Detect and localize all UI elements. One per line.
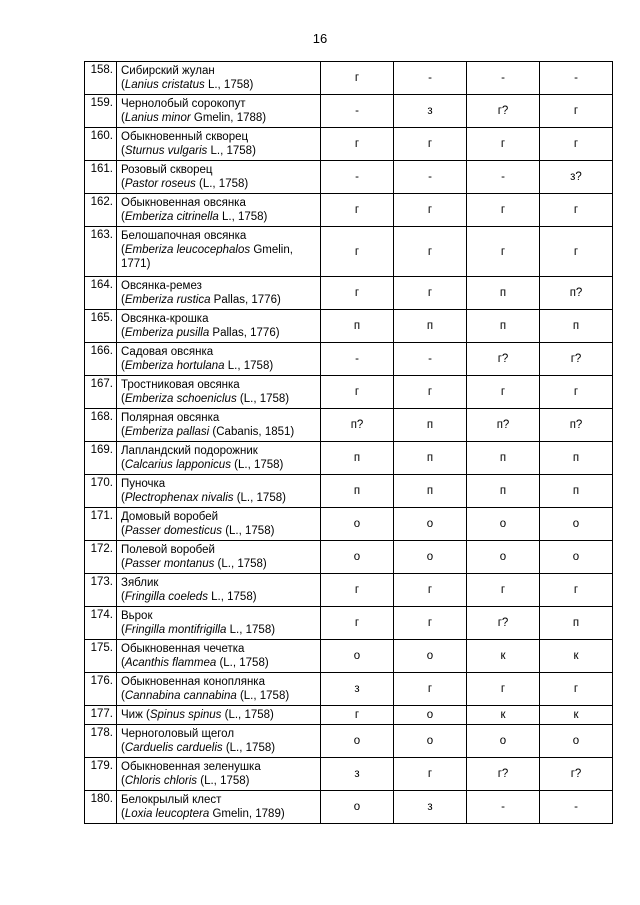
russian-name: Обыкновенная овсянка xyxy=(121,197,246,209)
row-number: 176. xyxy=(85,673,117,706)
row-number: 167. xyxy=(85,376,117,409)
row-number: 168. xyxy=(85,409,117,442)
russian-name: Белошапочная овсянка xyxy=(121,230,247,242)
species-name: Овсянка-ремез (Emberiza rustica Pallas, 1776) xyxy=(117,277,321,310)
row-number: 170. xyxy=(85,475,117,508)
table-row xyxy=(85,607,613,640)
status-cell-3: г? xyxy=(467,758,540,791)
status-cell-2: г xyxy=(394,673,467,706)
status-cell-4: г xyxy=(540,673,613,706)
status-cell-4: п xyxy=(540,607,613,640)
authority: Gmelin, 1788) xyxy=(190,112,267,124)
status-cell-3: о xyxy=(467,541,540,574)
status-cell-3: г xyxy=(467,194,540,227)
authority: Gmelin, 1789) xyxy=(209,808,285,820)
species-name: Обыкновенный скворец (Sturnus vulgaris L., 1758) xyxy=(117,128,321,161)
russian-name: Пуночка xyxy=(121,478,166,490)
species-name: Домовый воробей (Passer domesticus (L., 1758) xyxy=(117,508,321,541)
row-number: 164. xyxy=(85,277,117,310)
authority: (L., 1758) xyxy=(222,742,276,754)
status-cell-2: п xyxy=(394,310,467,343)
authority: (L., 1758) xyxy=(236,393,290,405)
table-row xyxy=(85,442,613,475)
status-cell-3: п? xyxy=(467,409,540,442)
status-cell-3: г xyxy=(467,227,540,277)
species-name: Чернолобый сорокопут (Lanius minor Gmelin, 1788) xyxy=(117,95,321,128)
russian-name: Полевой воробей xyxy=(121,544,215,556)
species-name: Розовый скворец (Pastor roseus (L., 1758) xyxy=(117,161,321,194)
russian-name: Розовый скворец xyxy=(121,164,213,176)
row-number: 166. xyxy=(85,343,117,376)
status-cell-3: п xyxy=(467,442,540,475)
species-name: Лапландский подорожник (Calcarius lapponicus (L., 1758) xyxy=(117,442,321,475)
status-cell-1: г xyxy=(321,376,394,409)
russian-name: Тростниковая овсянка xyxy=(121,379,240,391)
latin-name: Chloris chloris xyxy=(124,775,198,787)
status-cell-4: п? xyxy=(540,277,613,310)
status-cell-2: - xyxy=(394,62,467,95)
table-row xyxy=(85,227,613,277)
row-number: 178. xyxy=(85,725,117,758)
russian-name: Обыкновенная зеленушка xyxy=(121,761,261,773)
species-name: Обыкновенная коноплянка (Cannabina cannabina (L., 1758) xyxy=(117,673,321,706)
species-table xyxy=(84,61,613,824)
russian-name: Садовая овсянка xyxy=(121,346,214,358)
status-cell-3: г xyxy=(467,574,540,607)
page-number: 16 xyxy=(312,31,328,46)
status-cell-4: г xyxy=(540,95,613,128)
status-cell-2: п xyxy=(394,475,467,508)
authority: L., 1758) xyxy=(224,360,274,372)
status-cell-1: о xyxy=(321,640,394,673)
authority: L., 1758) xyxy=(218,211,268,223)
status-cell-1: п xyxy=(321,475,394,508)
latin-name: Calcarius lapponicus xyxy=(124,459,231,471)
status-cell-1: п? xyxy=(321,409,394,442)
status-cell-3: о xyxy=(467,725,540,758)
status-cell-1: - xyxy=(321,95,394,128)
status-cell-1: г xyxy=(321,706,394,725)
row-number: 177. xyxy=(85,706,117,725)
species-name: Полевой воробей (Passer montanus (L., 1758) xyxy=(117,541,321,574)
status-cell-1: - xyxy=(321,161,394,194)
status-cell-1: г xyxy=(321,607,394,640)
latin-name: Loxia leucoptera xyxy=(124,808,210,820)
row-number: 160. xyxy=(85,128,117,161)
latin-name: Cannabina cannabina xyxy=(124,690,237,702)
row-number: 172. xyxy=(85,541,117,574)
russian-name: Овсянка-ремез xyxy=(121,280,202,292)
row-number: 159. xyxy=(85,95,117,128)
status-cell-3: о xyxy=(467,508,540,541)
status-cell-4: - xyxy=(540,791,613,824)
species-name: Черноголовый щегол (Carduelis carduelis (L., 1758) xyxy=(117,725,321,758)
latin-name: Emberiza citrinella xyxy=(124,211,219,223)
status-cell-4: п xyxy=(540,475,613,508)
status-cell-2: о xyxy=(394,706,467,725)
table-row xyxy=(85,706,613,725)
russian-name: Белокрылый клест xyxy=(121,794,222,806)
status-cell-1: п xyxy=(321,442,394,475)
species-name: Обыкновенная овсянка (Emberiza citrinella L., 1758) xyxy=(117,194,321,227)
status-cell-2: о xyxy=(394,508,467,541)
russian-name: Обыкновенная коноплянка xyxy=(121,676,265,688)
latin-name: Sturnus vulgaris xyxy=(124,145,208,157)
status-cell-4: о xyxy=(540,508,613,541)
row-number: 174. xyxy=(85,607,117,640)
status-cell-3: к xyxy=(467,640,540,673)
latin-name: Spinus spinus xyxy=(149,709,222,721)
table-row xyxy=(85,640,613,673)
table-row xyxy=(85,343,613,376)
status-cell-1: п xyxy=(321,310,394,343)
status-cell-3: к xyxy=(467,706,540,725)
status-cell-4: г xyxy=(540,227,613,277)
status-cell-3: - xyxy=(467,161,540,194)
table-row xyxy=(85,574,613,607)
table-row xyxy=(85,475,613,508)
table-row xyxy=(85,62,613,95)
status-cell-3: п xyxy=(467,310,540,343)
table-row xyxy=(85,541,613,574)
latin-name: Pastor roseus xyxy=(124,178,196,190)
status-cell-3: - xyxy=(467,62,540,95)
species-name: Садовая овсянка (Emberiza hortulana L., 1758) xyxy=(117,343,321,376)
russian-name: Обыкновенная чечетка xyxy=(121,643,245,655)
authority: (L., 1758) xyxy=(221,709,274,721)
status-cell-2: г xyxy=(394,376,467,409)
status-cell-1: г xyxy=(321,62,394,95)
latin-name: Fringilla montifrigilla xyxy=(124,624,227,636)
status-cell-2: - xyxy=(394,161,467,194)
authority: (L., 1758) xyxy=(197,775,250,787)
russian-name: Зяблик xyxy=(121,577,159,589)
table-row xyxy=(85,725,613,758)
latin-name: Passer domesticus xyxy=(124,525,222,537)
status-cell-2: з xyxy=(394,791,467,824)
authority: L., 1758) xyxy=(207,591,257,603)
status-cell-2: о xyxy=(394,640,467,673)
russian-name: Чиж xyxy=(121,709,143,721)
latin-name: Emberiza pallasi xyxy=(124,426,210,438)
russian-name: Полярная овсянка xyxy=(121,412,220,424)
authority: (L., 1758) xyxy=(233,492,286,504)
status-cell-2: з xyxy=(394,95,467,128)
status-cell-4: г xyxy=(540,574,613,607)
russian-name: Чернолобый сорокопут xyxy=(121,98,246,110)
status-cell-4: п xyxy=(540,310,613,343)
russian-name: Черноголовый щегол xyxy=(121,728,235,740)
russian-name: Домовый воробей xyxy=(121,511,219,523)
authority: L., 1758) xyxy=(204,79,254,91)
authority: (L., 1758) xyxy=(214,558,267,570)
status-cell-3: г? xyxy=(467,95,540,128)
authority: Gmelin, 1771) xyxy=(121,244,293,270)
authority: Pallas, 1776) xyxy=(209,327,280,339)
species-name: Зяблик (Fringilla coeleds L., 1758) xyxy=(117,574,321,607)
authority: Pallas, 1776) xyxy=(210,294,281,306)
status-cell-2: г xyxy=(394,758,467,791)
table-row xyxy=(85,161,613,194)
table-row xyxy=(85,194,613,227)
status-cell-4: - xyxy=(540,62,613,95)
species-name: Пуночка (Plectrophenax nivalis (L., 1758) xyxy=(117,475,321,508)
status-cell-1: о xyxy=(321,508,394,541)
species-name: Овсянка-крошка (Emberiza pusilla Pallas, 1776) xyxy=(117,310,321,343)
latin-name: Lanius minor xyxy=(124,112,191,124)
status-cell-4: о xyxy=(540,725,613,758)
status-cell-1: о xyxy=(321,791,394,824)
latin-name: Carduelis carduelis xyxy=(124,742,223,754)
authority: (L., 1758) xyxy=(195,178,249,190)
species-name: Вьрок (Fringilla montifrigilla L., 1758) xyxy=(117,607,321,640)
latin-name: Acanthis flammea xyxy=(124,657,217,669)
species-name: Тростниковая овсянка (Emberiza schoeniclus (L., 1758) xyxy=(117,376,321,409)
status-cell-2: г xyxy=(394,607,467,640)
table-row xyxy=(85,409,613,442)
table-row xyxy=(85,95,613,128)
row-number: 163. xyxy=(85,227,117,277)
table-row xyxy=(85,758,613,791)
status-cell-3: г xyxy=(467,128,540,161)
status-cell-3: п xyxy=(467,475,540,508)
species-name: Сибирский жулан (Lanius cristatus L., 1758) xyxy=(117,62,321,95)
russian-name: Лапландский подорожник xyxy=(121,445,258,457)
latin-name: Lanius cristatus xyxy=(124,79,205,91)
status-cell-1: о xyxy=(321,725,394,758)
species-name: Белошапочная овсянка (Emberiza leucocephalos Gmelin, 1771) xyxy=(117,227,321,277)
status-cell-4: п? xyxy=(540,409,613,442)
latin-name: Emberiza schoeniclus xyxy=(124,393,237,405)
russian-name: Обыкновенный скворец xyxy=(121,131,249,143)
russian-name: Сибирский жулан xyxy=(121,65,215,77)
status-cell-2: г xyxy=(394,194,467,227)
status-cell-2: о xyxy=(394,725,467,758)
status-cell-4: г? xyxy=(540,758,613,791)
status-cell-1: о xyxy=(321,541,394,574)
species-name: Обыкновенная зеленушка (Chloris chloris (L., 1758) xyxy=(117,758,321,791)
status-cell-4: г xyxy=(540,128,613,161)
status-cell-2: г xyxy=(394,277,467,310)
status-cell-4: г xyxy=(540,376,613,409)
russian-name: Вьрок xyxy=(121,610,153,622)
row-number: 161. xyxy=(85,161,117,194)
row-number: 179. xyxy=(85,758,117,791)
row-number: 165. xyxy=(85,310,117,343)
authority: (L., 1758) xyxy=(236,690,290,702)
status-cell-2: п xyxy=(394,442,467,475)
row-number: 169. xyxy=(85,442,117,475)
authority: (Cabanis, 1851) xyxy=(209,426,295,438)
status-cell-3: п xyxy=(467,277,540,310)
status-cell-3: г? xyxy=(467,343,540,376)
species-name: Чиж (Spinus spinus (L., 1758) xyxy=(117,706,321,725)
row-number: 158. xyxy=(85,62,117,95)
row-number: 173. xyxy=(85,574,117,607)
status-cell-2: г xyxy=(394,574,467,607)
row-number: 171. xyxy=(85,508,117,541)
table-row xyxy=(85,791,613,824)
status-cell-4: к xyxy=(540,706,613,725)
table-row xyxy=(85,376,613,409)
status-cell-3: г? xyxy=(467,607,540,640)
status-cell-2: г xyxy=(394,128,467,161)
status-cell-1: г xyxy=(321,128,394,161)
status-cell-2: г xyxy=(394,227,467,277)
status-cell-1: з xyxy=(321,673,394,706)
status-cell-4: о xyxy=(540,541,613,574)
status-cell-2: - xyxy=(394,343,467,376)
status-cell-4: г? xyxy=(540,343,613,376)
authority: (L., 1758) xyxy=(230,459,284,471)
status-cell-3: г xyxy=(467,673,540,706)
species-name: Обыкновенная чечетка (Acanthis flammea (L., 1758) xyxy=(117,640,321,673)
status-cell-1: г xyxy=(321,227,394,277)
table-row xyxy=(85,310,613,343)
latin-name: Emberiza pusilla xyxy=(124,327,210,339)
status-cell-3: г xyxy=(467,376,540,409)
row-number: 180. xyxy=(85,791,117,824)
table-row xyxy=(85,508,613,541)
status-cell-2: п xyxy=(394,409,467,442)
table-row xyxy=(85,128,613,161)
table-row xyxy=(85,673,613,706)
status-cell-4: п xyxy=(540,442,613,475)
russian-name: Овсянка-крошка xyxy=(121,313,209,325)
status-cell-1: з xyxy=(321,758,394,791)
status-cell-4: з? xyxy=(540,161,613,194)
status-cell-1: г xyxy=(321,277,394,310)
status-cell-2: о xyxy=(394,541,467,574)
row-number: 162. xyxy=(85,194,117,227)
species-table-body xyxy=(85,62,613,824)
latin-name: Emberiza leucocephalos xyxy=(124,244,251,256)
latin-name: Emberiza rustica xyxy=(124,294,211,306)
status-cell-1: г xyxy=(321,574,394,607)
status-cell-4: г xyxy=(540,194,613,227)
latin-name: Emberiza hortulana xyxy=(124,360,225,372)
latin-name: Plectrophenax nivalis xyxy=(124,492,234,504)
latin-name: Fringilla coeleds xyxy=(124,591,208,603)
status-cell-4: к xyxy=(540,640,613,673)
status-cell-1: г xyxy=(321,194,394,227)
authority: (L., 1758) xyxy=(222,525,275,537)
status-cell-1: - xyxy=(321,343,394,376)
row-number: 175. xyxy=(85,640,117,673)
authority: (L., 1758) xyxy=(216,657,269,669)
status-cell-3: - xyxy=(467,791,540,824)
authority: L., 1758) xyxy=(226,624,276,636)
species-name: Полярная овсянка (Emberiza pallasi (Cabanis, 1851) xyxy=(117,409,321,442)
species-name: Белокрылый клест (Loxia leucoptera Gmelin, 1789) xyxy=(117,791,321,824)
authority: L., 1758) xyxy=(207,145,256,157)
table-row xyxy=(85,277,613,310)
latin-name: Passer montanus xyxy=(124,558,215,570)
